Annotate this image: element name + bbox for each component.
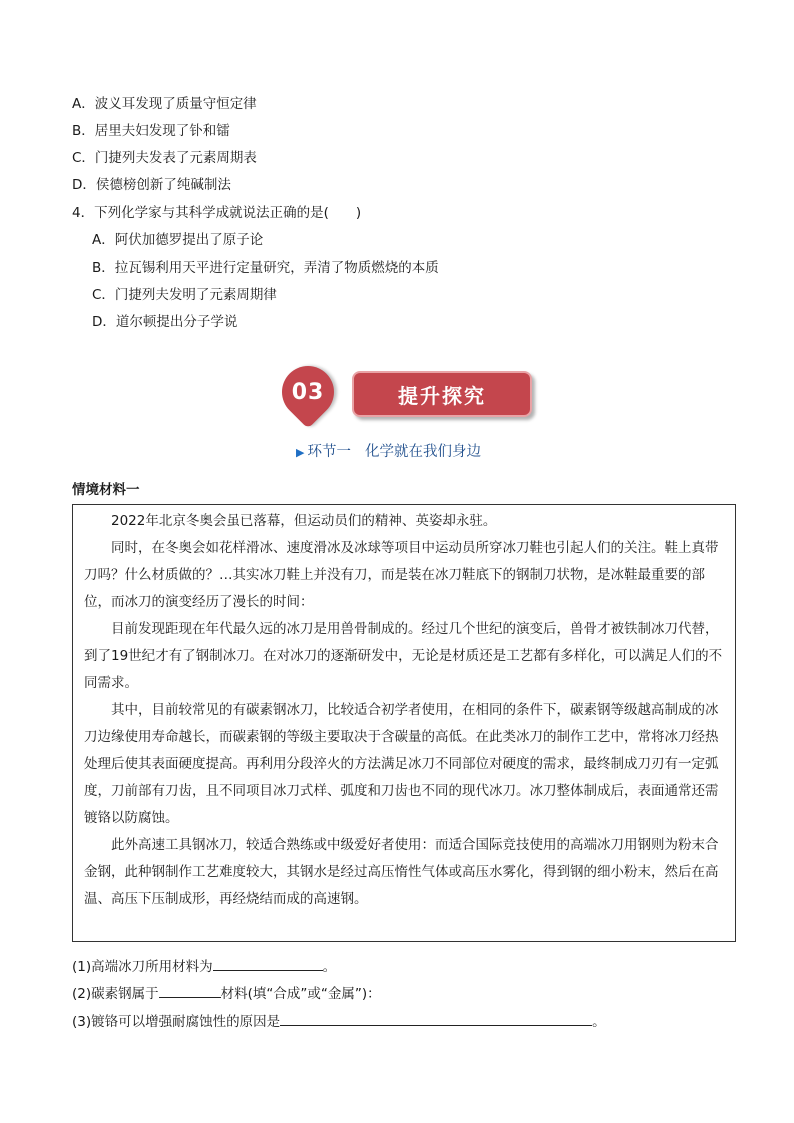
question-2-text: (2)碳素钢属于 [72, 986, 159, 1002]
answer-blank-3[interactable] [280, 1011, 592, 1026]
answer-blank-1[interactable] [213, 956, 323, 971]
question-3-text: (3)镀铬可以增强耐腐蚀性的原因是 [72, 1014, 281, 1030]
answer-blank-2[interactable] [159, 983, 221, 998]
question-4-option-c: C．门捷列夫发明了元素周期律 [92, 287, 277, 303]
question-2-suffix: 材料(填“合成”或“金属”)： [220, 986, 381, 1002]
option-a: A．波义耳发现了质量守恒定律 [72, 96, 257, 112]
material-paragraph-5: 此外高速工具钢冰刀，较适合熟练或中级爱好者使用：而适合国际竞技使用的高端冰刀用钢则为粉末合金钢，此种钢制作工艺难度较大，其钢水是经过高压惰性气体或高压水雾化，得到钢的细小粉末，然后在高温、高压下压制成形，再经烧结而成的高速钢。 [84, 837, 719, 907]
option-c: C．门捷列夫发表了元素周期表 [72, 150, 257, 166]
option-d: D．侯德榜创新了纯碱制法 [72, 177, 231, 193]
question-1 [72, 956, 336, 977]
material-paragraph-4: 其中，目前较常见的有碳素钢冰刀，比较适合初学者使用，在相同的条件下，碳素钢等级越高制成的冰刀边缘使用寿命越长，而碳素钢的等级主要取决于含碳量的高低。在此类冰刀的制作工艺中，常将冰刀经热处理后使其表面硬度提高。再利用分段淬火的方法满足冰刀不同部位对硬度的需求，最终制成刀刃有一定弧度，刀前部有刀齿，且不同项目冰刀式样、弧度和刀齿也不同的现代冰刀。冰刀整体制成后，表面通常还需镀铬以防腐蚀。 [84, 702, 719, 826]
question-1-text: (1)高端冰刀所用材料为 [72, 959, 213, 975]
question-4-option-b: B．拉瓦锡利用天平进行定量研究，弄清了物质燃烧的本质 [92, 260, 439, 276]
section-number: 03 [291, 379, 325, 405]
material-title: 情境材料一 [72, 482, 140, 498]
section-subtitle [296, 440, 481, 461]
material-paragraph-3: 目前发现距现在年代最久远的冰刀是用兽骨制成的。经过几个世纪的演变后，兽骨才被铁制冰刀代替，到了19世纪才有了钢制冰刀。在对冰刀的逐渐研发中，无论是材质还是工艺都有多样化，可以满足人们的不同需求。 [84, 621, 723, 691]
question-3-suffix: 。 [592, 1014, 606, 1030]
section-banner [280, 366, 530, 418]
triangle-right-icon: ▶ [296, 446, 305, 459]
section-title: 提升探究 [352, 371, 532, 417]
question-3 [72, 1011, 606, 1032]
material-paragraph-2: 同时，在冬奥会如花样滑冰、速度滑冰及冰球等项目中运动员所穿冰刀鞋也引起人们的关注。鞋上真带刀吗？什么材质做的？…其实冰刀鞋上并没有刀，而是装在冰刀鞋底下的钢制刀状物，是冰鞋最重要的部位，而冰刀的演变经历了漫长的时间： [84, 540, 719, 610]
question-4-option-a: A．阿伏加德罗提出了原子论 [92, 232, 264, 248]
option-b: B．居里夫妇发现了钋和镭 [72, 123, 230, 139]
question-2 [72, 983, 381, 1004]
material-paragraph-1: 2022年北京冬奥会虽已落幕，但运动员们的精神、英姿却永驻。 [111, 513, 497, 529]
question-1-suffix: 。 [322, 959, 337, 975]
question-4-stem: 4．下列化学家与其科学成就说法正确的是( ) [72, 205, 362, 221]
subtitle-part-2: 化学就在我们身边 [364, 444, 481, 460]
question-4-option-d: D．道尔顿提出分子学说 [92, 314, 238, 330]
subtitle-part-1: 环节一 [307, 444, 351, 460]
